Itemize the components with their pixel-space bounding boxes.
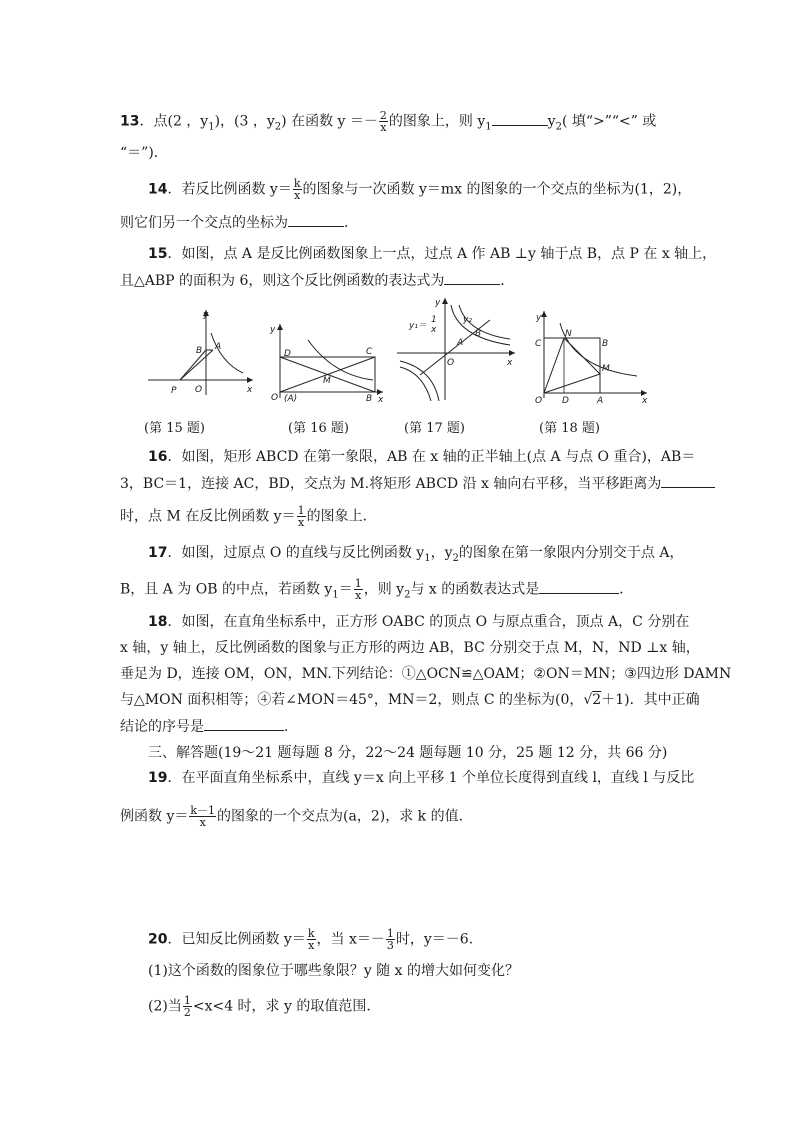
- section-3-heading: 三、解答题(19～21 题每题 8 分，22～24 题每题 10 分，25 题 12 分，共 66 分): [148, 745, 668, 761]
- q15-number: 15: [148, 246, 168, 262]
- q14-line2: 则它们另一个交点的坐标为 ．: [120, 212, 358, 233]
- svg-text:O: O: [535, 396, 543, 403]
- q19-line1: 19．在平面直角坐标系中，直线 y＝x 向上平移 1 个单位长度得到直线 l，直线 l 与反比: [148, 770, 695, 786]
- q19-line2: 例函数 y＝ $\frac{k-1}{x}$ 的图象的一个交点为(a，2)，求 k 的值．: [120, 804, 473, 829]
- q19-number: 19: [148, 770, 168, 786]
- svg-text:D: D: [284, 349, 291, 359]
- figure-15: [143, 305, 258, 400]
- fraction: $\frac{1}{x}$: [354, 577, 362, 602]
- q15-line1: 15．如图，点 A 是反比例函数图象上一点，过点 A 作 AB ⊥y 轴于点 B，点 P 在 x 轴上，: [148, 246, 717, 262]
- svg-text:y: y: [435, 298, 441, 308]
- caption-16: (第 16 题): [288, 421, 349, 436]
- q16-line2: 3，BC＝1，连接 AC，BD，交点为 M.将矩形 ABCD 沿 x 轴向右平移，当平移距离为: [120, 473, 715, 494]
- q20-line1: 20．已知反比例函数 y＝ $\frac{k}{x}$ ，当 x＝－ $\frac{1}{3}$ 时，y＝－6.: [148, 927, 474, 952]
- q16-line3: 时，点 M 在反比例函数 y＝ $\frac{1}{x}$ 的图象上．: [120, 504, 377, 529]
- svg-text:B: B: [602, 339, 609, 349]
- answer-blank[interactable]: [539, 579, 619, 594]
- caption-15: (第 15 题): [144, 421, 205, 436]
- svg-text:M: M: [602, 364, 610, 374]
- fraction: $\frac{1}{3}$: [386, 927, 394, 952]
- svg-text:y: y: [536, 313, 542, 323]
- svg-text:A: A: [457, 338, 464, 348]
- svg-text:y₁＝: y₁＝: [409, 321, 427, 331]
- svg-text:N: N: [565, 329, 572, 339]
- answer-blank[interactable]: [444, 270, 500, 285]
- q20-number: 20: [148, 931, 168, 948]
- q18-number: 18: [148, 614, 168, 630]
- svg-text:A: A: [597, 396, 604, 403]
- q14-line1: 14．若反比例函数 y＝ $\frac{k}{x}$ 的图象与一次函数 y＝mx 的图象的一个交点的坐标为(1，2)，: [148, 177, 692, 202]
- figure-17: [395, 295, 520, 405]
- q18-line4: 与△MON 面积相等；④若∠MON＝45°，MN＝2，则点 C 的坐标为(0，√2＋1)．其中正确: [120, 692, 700, 708]
- caption-17: (第 17 题): [404, 421, 465, 436]
- fraction: $\frac{k-1}{x}$: [190, 804, 216, 829]
- svg-text:B: B: [366, 394, 373, 404]
- svg-text:x: x: [247, 385, 253, 395]
- svg-text:C: C: [366, 347, 373, 357]
- q13-line2: “＝”)．: [120, 145, 168, 161]
- svg-text:P: P: [171, 386, 177, 396]
- svg-text:x: x: [642, 396, 648, 403]
- svg-text:1: 1: [431, 315, 437, 325]
- q14-number: 14: [148, 181, 168, 198]
- q13-line1: 13．点(2 ，$y_1$)，(3 ，$y_2$) 在函数 y ＝－ $\frac{2}{x}$ 的图象上，则 $y_1$ $y_2$( 填“>”“<” 或: [120, 109, 657, 134]
- figure-16: [268, 320, 388, 405]
- fraction: $\frac{2}{x}$: [379, 109, 387, 134]
- svg-text:A: A: [215, 342, 222, 352]
- q18-line5: 结论的序号是 ．: [120, 716, 298, 737]
- caption-18: (第 18 题): [539, 421, 600, 436]
- q20-part1: (1)这个函数的图象位于哪些象限？y 随 x 的增大如何变化？: [148, 963, 519, 979]
- sqrt-symbol: √: [583, 692, 593, 708]
- svg-text:B: B: [475, 329, 482, 339]
- svg-text:y₂: y₂: [463, 315, 472, 325]
- q18-line2: x 轴，y 轴上，反比例函数的图象与正方形的两边 AB，BC 分别交于点 M，N，ND ⊥x 轴，: [120, 640, 700, 656]
- svg-text:(A): (A): [284, 394, 298, 404]
- svg-text:O: O: [271, 393, 279, 403]
- svg-text:x: x: [378, 395, 384, 405]
- svg-text:x: x: [507, 358, 513, 368]
- svg-text:D: D: [562, 396, 569, 403]
- q13-number: 13: [120, 113, 140, 130]
- q16-line1: 16．如图，矩形 ABCD 在第一象限，AB 在 x 轴的正半轴上(点 A 与点 O 重合)，AB＝: [148, 449, 696, 465]
- fraction: $\frac{1}{2}$: [183, 994, 191, 1019]
- answer-blank[interactable]: [492, 111, 548, 126]
- q17-number: 17: [148, 545, 168, 561]
- q18-line3: 垂足为 D，连接 OM，ON，MN.下列结论：①△OCN≌△OAM；②ON＝MN；③四边形 DAMN: [120, 666, 732, 682]
- svg-text:y: y: [270, 325, 276, 335]
- q17-line1: 17．如图，过原点 O 的直线与反比例函数 $y_1$，$y_2$的图象在第一象限内分别交于点 A，: [148, 545, 684, 564]
- q16-number: 16: [148, 449, 168, 465]
- svg-text:x: x: [431, 325, 437, 335]
- svg-text:C: C: [535, 339, 542, 349]
- svg-text:O: O: [447, 358, 455, 368]
- fraction: $\frac{1}{x}$: [297, 504, 305, 529]
- fraction: $\frac{k}{x}$: [307, 927, 315, 952]
- answer-blank[interactable]: [661, 473, 715, 488]
- svg-text:M: M: [323, 376, 331, 386]
- svg-text:O: O: [195, 385, 203, 395]
- svg-text:B: B: [196, 346, 203, 356]
- q20-part2: (2)当 $\frac{1}{2}$ <x<4 时，求 y 的取值范围．: [148, 994, 381, 1019]
- q18-line1: 18．如图，在直角坐标系中，正方形 OABC 的顶点 O 与原点重合，顶点 A，C 分别在: [148, 614, 690, 630]
- q15-line2: 且△ABP 的面积为 6，则这个反比例函数的表达式为 ．: [120, 270, 514, 291]
- figure-18: [532, 308, 652, 403]
- svg-text:y: y: [203, 310, 209, 320]
- q17-line2: B，且 A 为 OB 的中点，若函数 $y_1=$ $\frac{1}{x}$ ，则 $y_2$与 x 的函数表达式是 ．: [120, 577, 634, 602]
- fraction: $\frac{k}{x}$: [293, 177, 301, 202]
- answer-blank[interactable]: [288, 212, 344, 227]
- answer-blank[interactable]: [204, 716, 284, 731]
